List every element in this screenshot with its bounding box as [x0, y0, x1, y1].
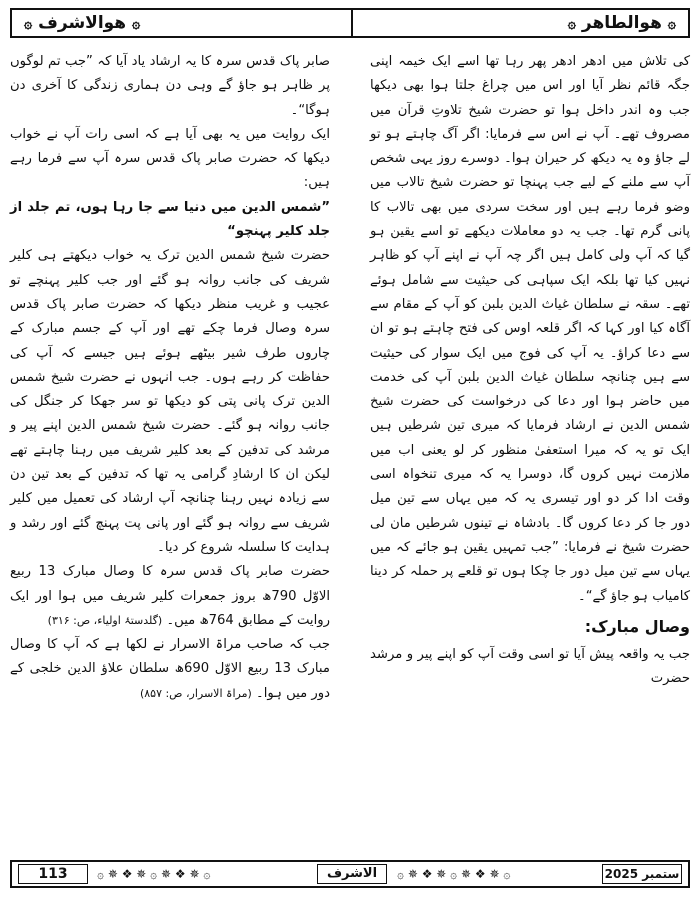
dream-quote: ”شمس الدین میں دنیا سے جا رہا ہوں، تم جلد از جلد کلیر پہنچو“: [10, 199, 330, 240]
page: [10, 8, 690, 892]
ornament-icon: ۞: [24, 16, 33, 32]
footer-bar: [10, 860, 690, 888]
issue-date: ستمبر 2025: [602, 864, 682, 884]
right-column: [370, 50, 690, 840]
ornament-icon: ۞: [667, 16, 676, 32]
ornament-icon: ۞: [132, 16, 141, 32]
ornament-icon: ۞: [567, 16, 576, 32]
citation-2: (مراۃ الاسرار، ص: ۸۵۷): [139, 686, 252, 700]
header-right-text: ھوالطاھر: [581, 13, 662, 33]
citation-1: (گلدستۂ اولیاء، ص: ۳۱۶): [47, 613, 163, 627]
page-number: 113: [18, 864, 88, 884]
left-paragraph-3: حضرت شیخ شمس الدین ترک یہ خواب دیکھتے ہی کلیر شریف کی جانب روانہ ہو گئے اور جب کلیر پہنچے تو عجیب و غریب منظر دیکھا کہ حضرت صابر پاک قدس سرہ وصال فرما چکے تھے اور آپ کے جسم مبارک کے چاروں طرف شیر بیٹھے ہوئے ہیں جیسے کہ آپ کی حفاظت کر رہے ہوں۔ جب انہوں نے حضرت شیخ شمس الدین ترک پانی پتی کو دیکھا تو سر جھکا کر جنگل کی جانب روانہ ہو گئے۔ حضرت شیخ شمس الدین اپنے پیر و مرشد کی تدفین کے بعد کلیر شریف میں رہنا چاہتے تھے لیکن ان کا ارشادِ گرامی یہ تھا کہ تدفین کے بعد تین دن سے زیادہ نہیں رہنا چنانچہ آپ ارشاد کی تعمیل میں کلیر شریف سے روانہ ہو گئے اور پانی پت پہنچ گئے اور رشد و ہدایت کا سلسلہ شروع کر دیا۔: [10, 248, 330, 555]
header-right-title: [568, 13, 676, 33]
left-paragraph-2: ایک روایت میں یہ بھی آیا ہے کہ اسی رات آپ نے خواب دیکھا کہ حضرت صابر پاک قدس سرہ آپ سے فرما رہے ہیں:: [10, 126, 330, 191]
left-paragraph-1: صابر پاک قدس سرہ کا یہ ارشاد یاد آیا کہ ”جب تم لوگوں پر ظاہر ہو جاؤ گے وہی دن ہماری زندگی کا آخری دن ہوگا“۔: [10, 54, 330, 118]
right-paragraph-1: کی تلاش میں ادھر ادھر پھر رہا تھا اسے ایک خیمہ اپنی جگہ قائم نظر آیا اور اس میں چراغ جلتا ہوا بھی دیکھا جب وہ اندر داخل ہوا تو حضرت شیخ تلاوتِ قرآن میں مصروف تھے۔ آپ نے اس سے فرمایا: اگر آگ چاہتے ہو تو لے جاؤ وہ یہ دیکھ کر حیران ہوا۔ دوسرے روز یہی شخص آپ سے ملنے کے لیے جب پہنچا تو حضرت شیخ تالاب میں وضو فرما رہے ہیں اور سخت سردی میں بھی تالاب کا پانی گرم تھا۔ جب یہ دو معاملات دیکھے تو اسے یقین ہو گیا کہ آپ ولی کامل ہیں اگر چہ آپ نے اپنے آپ کو ظاہر نہیں کیا تھا بلکہ ایک سپاہی کی حیثیت سے شامل ہوئے تھے۔ سقہ نے سلطان غیاث الدین بلبن کو آپ کے مقام سے آگاہ کیا اور کہا کہ اگر قلعہ اوس کی فتح چاہتے ہو تو ان سے دعا کراؤ۔ یہ آپ کی فوج میں ایک سوار کی حیثیت سے ہیں چنانچہ سلطان غیاث الدین بلبن آپ کی خدمت میں حاضر ہوا اور دعا کی درخواست کی حضرت شیخ شمس الدین نے ارشاد فرمایا کہ میری تین شرطیں ہیں ایک تو یہ کہ میرا استعفیٰ منظور کر لو یعنی اب میں ملازمت نہیں کروں گا، دوسرا یہ کہ میری تنخواہ اسی وقت ادا کر دو اور تیسری یہ کہ میں یہاں سے تین میل دور جا کر دعا کروں گا۔ بادشاہ نے تینوں شرطیں مان لی حضرت شیخ نے فرمایا: ”جب تمہیں یقین ہو جائے کہ میں یہاں سے تین میل دور جا چکا ہوں تو قلعے پر حملہ کر دینا کامیاب ہو جاؤ گے“۔: [370, 54, 690, 604]
header-left-title: [24, 13, 140, 33]
left-paragraph-4: [10, 560, 330, 633]
left-paragraph-5: [10, 633, 330, 706]
header-left-text: ھوالاشرف: [38, 13, 127, 33]
header-bar: [10, 8, 690, 38]
footer-ornament-left: ۞ ✵ ❖ ✵ ۞ ✵ ❖ ✵ ۞: [97, 867, 211, 881]
magazine-name: الاشرف: [317, 864, 387, 884]
right-paragraph-2: جب یہ واقعہ پیش آیا تو اسی وقت آپ کو اپنے پیر و مرشد حضرت: [370, 647, 690, 687]
left-paragraph-5-text: جب کہ صاحب مراۃ الاسرار نے لکھا ہے کہ آپ کا وصال مبارک 13 ربیع الاوّل 690ھ سلطان علاؤ الدین خلجی کے دور میں ہوا۔: [10, 637, 330, 701]
header-divider: [351, 10, 353, 36]
footer-ornament-right: ۞ ✵ ❖ ✵ ۞ ✵ ❖ ✵ ۞: [397, 867, 511, 881]
left-column: [10, 50, 330, 840]
section-heading-wisal: وصال مبارک:: [584, 616, 690, 636]
left-paragraph-4-text: حضرت صابر پاک قدس سرہ کا وصال مبارک 13 ربیع الاوّل 790ھ بروز جمعرات کلیر شریف میں ہوا اور ایک روایت کے مطابق 764ھ میں۔: [10, 564, 331, 628]
